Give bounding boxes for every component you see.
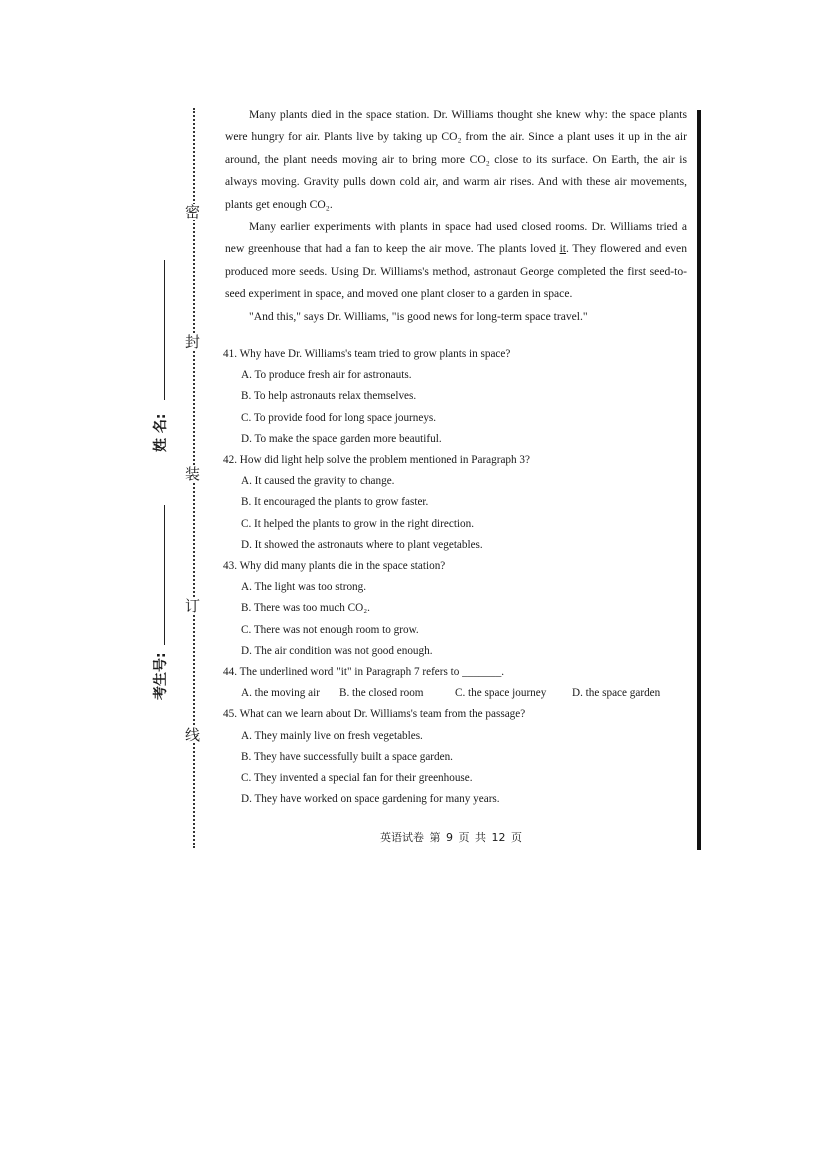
passage-paragraph: Many plants died in the space station. Dr. Williams thought she knew why: the space plants were hungry for air. Plants live by taking up CO₂ from the air. Since a plant uses it up in the air around, the plant needs moving air to bring more CO₂ close to its surface. On Earth, the air is always moving. Gravity pulls down cold air, and warm air rises. And with these air movements, plants get enough CO₂.: [225, 108, 687, 211]
question-45: [223, 704, 693, 810]
question-stem: 41. Why have Dr. Williams's team tried to grow plants in space?: [223, 348, 511, 360]
name-field-line: [164, 260, 165, 400]
binding-char-xian: 线: [185, 726, 201, 744]
option-a: A. The light was too strong.: [241, 581, 367, 594]
question-stem: 43. Why did many plants die in the space station?: [223, 560, 446, 573]
scan-edge: [697, 110, 701, 850]
option-c: C. They invented a special fan for their greenhouse.: [241, 772, 473, 785]
option-b: B. It encouraged the plants to grow faster.: [241, 496, 429, 509]
option-a: A. It caused the gravity to change.: [241, 475, 395, 488]
binding-char-ding: 订: [185, 597, 201, 615]
option-c: C. To provide food for long space journeys.: [241, 411, 437, 424]
passage-paragraph: "And this," says Dr. Williams, "is good news for long-term space travel.": [249, 309, 588, 323]
name-label: 姓 名:: [153, 413, 169, 452]
question-42: [223, 450, 693, 556]
option-a: A. the moving air: [241, 687, 320, 700]
option-b: B. There was too much CO₂.: [241, 602, 370, 615]
reading-passage: [225, 104, 687, 328]
question-stem: 42. How did light help solve the problem mentioned in Paragraph 3?: [223, 454, 530, 467]
option-c: C. There was not enough room to grow.: [241, 623, 419, 636]
exam-number-field-line: [164, 505, 165, 645]
option-d: D. To make the space garden more beautiful.: [241, 432, 442, 445]
option-b: B. They have successfully built a space garden.: [241, 750, 453, 763]
question-43: [223, 556, 693, 662]
question-44: [223, 662, 693, 704]
option-c: C. the space journey: [455, 687, 547, 700]
option-d: D. The air condition was not good enough.: [241, 644, 433, 657]
binding-char-mi: 密: [185, 203, 201, 221]
option-b: B. the closed room: [339, 687, 424, 700]
underlined-word: it: [559, 242, 567, 256]
option-c: C. It helped the plants to grow in the right direction.: [241, 517, 475, 530]
options-row: [223, 683, 693, 704]
option-d: D. It showed the astronauts where to plant vegetables.: [241, 538, 483, 551]
passage-paragraph: Many earlier experiments with plants in space had used closed rooms. Dr. Williams tried a new greenhouse that had a fan to keep the air move. The plants loved it. They flowered and even produced more seeds. Using Dr. Williams's method, astronaut George completed the first seed-to-seed experiment in space, and moved one plant closer to a garden in space.: [225, 220, 687, 301]
page-footer: 英语试卷 第 9 页 共 12 页: [380, 831, 522, 844]
option-a: A. To produce fresh air for astronauts.: [241, 369, 412, 382]
question-list: [223, 344, 693, 810]
question-stem: 45. What can we learn about Dr. Williams's team from the passage?: [223, 708, 526, 721]
binding-char-feng: 封: [185, 333, 201, 351]
exam-number-label: 考生号:: [153, 652, 169, 700]
question-41: [223, 344, 693, 450]
option-b: B. To help astronauts relax themselves.: [241, 390, 417, 403]
question-stem: 44. The underlined word "it" in Paragraph 7 refers to _______.: [223, 666, 505, 679]
option-d: D. the space garden: [572, 687, 661, 700]
option-d: D. They have worked on space gardening for many years.: [241, 793, 500, 806]
option-a: A. They mainly live on fresh vegetables.: [241, 729, 423, 742]
binding-char-zhuang: 装: [185, 465, 201, 483]
